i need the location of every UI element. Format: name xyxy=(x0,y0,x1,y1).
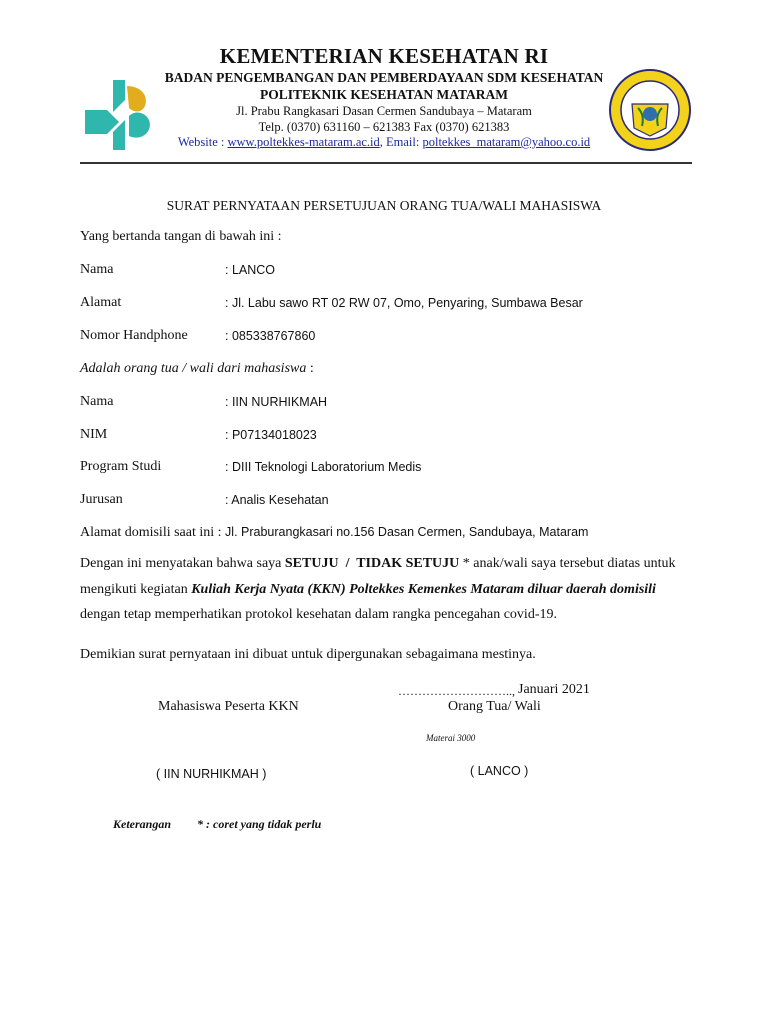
parent-name-label: Nama xyxy=(80,262,114,277)
kkn-activity: Kuliah Kerja Nyata (KKN) Poltekkes Kemenkes Mataram diluar daerah domisili xyxy=(191,582,656,597)
parent-phone-value: : 085338767860 xyxy=(225,329,316,343)
date-placeholder: ……………………….., xyxy=(398,684,515,698)
institution-name: POLITEKNIK KESEHATAN MATARAM xyxy=(259,87,509,102)
domicile-value: Jl. Praburangkasari no.156 Dasan Cermen, Sandubaya, Mataram xyxy=(225,525,589,539)
student-name-label: Nama xyxy=(80,394,114,409)
parent-address-label: Alamat xyxy=(80,295,122,310)
closing-text: Demikian surat pernyataan ini dibuat untuk dipergunakan sebagaimana mestinya. xyxy=(80,647,536,662)
document-title: SURAT PERNYATAAN PERSETUJUAN ORANG TUA/WALI MAHASISWA xyxy=(166,198,602,213)
note-text: * : coret yang tidak perlu xyxy=(197,817,322,831)
study-program-value: : DIII Teknologi Laboratorium Medis xyxy=(225,460,422,474)
student-nim-label: NIM xyxy=(80,427,108,442)
note-label: Keterangan xyxy=(113,817,172,831)
institution-phone: Telp. (0370) 631160 – 621383 Fax (0370) 621383 xyxy=(258,120,510,134)
statement-rest: * anak/wali saya tersebut diatas untuk xyxy=(459,556,676,571)
stamp-note: Materai 3000 xyxy=(426,733,476,743)
statement-line-2 xyxy=(80,582,656,598)
parent-phone-label: Nomor Handphone xyxy=(80,328,188,343)
department-label: Jurusan xyxy=(80,492,123,507)
option-separator: / xyxy=(338,556,357,571)
statement-intro: Dengan ini menyatakan bahwa saya xyxy=(80,556,285,571)
website-label: Website : xyxy=(177,135,228,149)
email-link[interactable]: poltekkes_mataram@yahoo.co.id xyxy=(422,135,591,149)
study-program-label: Program Studi xyxy=(80,459,162,474)
institution-address: Jl. Prabu Rangkasari Dasan Cermen Sandubaya – Mataram xyxy=(236,104,532,118)
website-link[interactable]: www.poltekkes-mataram.ac.id xyxy=(227,135,380,149)
student-nim-value: : P07134018023 xyxy=(225,428,317,442)
student-sign-title: Mahasiswa Peserta KKN xyxy=(158,699,299,714)
statement-line-1 xyxy=(80,556,675,572)
domicile-line xyxy=(80,525,588,541)
student-sign-name: ( IIN NURHIKMAH ) xyxy=(156,767,267,781)
agree-option: SETUJU xyxy=(284,556,339,571)
email-label: , Email: xyxy=(379,135,423,149)
relation-colon: : xyxy=(306,361,314,376)
parent-address-value: : Jl. Labu sawo RT 02 RW 07, Omo, Penyaring, Sumbawa Besar xyxy=(225,296,583,310)
relation-phrase: Adalah orang tua / wali dari mahasiswa xyxy=(80,361,307,376)
student-name-value: : IIN NURHIKMAH xyxy=(225,395,328,409)
statement-activity-intro: mengikuti kegiatan xyxy=(80,582,192,597)
relation-text xyxy=(80,361,314,377)
sign-date: Januari 2021 xyxy=(518,682,590,697)
poltekkes-seal xyxy=(608,68,692,152)
ministry-name: KEMENTERIAN KESEHATAN RI xyxy=(219,44,549,68)
agency-name: BADAN PENGEMBANGAN DAN PEMBERDAYAAN SDM KESEHATAN xyxy=(164,70,604,85)
department-value: : Analis Kesehatan xyxy=(225,493,329,507)
domicile-label: Alamat domisili saat ini : xyxy=(80,525,226,540)
parent-sign-name: ( LANCO ) xyxy=(470,764,529,778)
disagree-option: TIDAK SETUJU xyxy=(356,556,460,571)
parent-sign-title: Orang Tua/ Wali xyxy=(448,699,541,714)
statement-line-3: dengan tetap memperhatikan protokol kesehatan dalam rangka pencegahan covid-19. xyxy=(80,607,557,622)
intro-text: Yang bertanda tangan di bawah ini : xyxy=(80,229,282,244)
letterhead-divider xyxy=(80,162,692,164)
parent-name-value: : LANCO xyxy=(225,263,276,277)
